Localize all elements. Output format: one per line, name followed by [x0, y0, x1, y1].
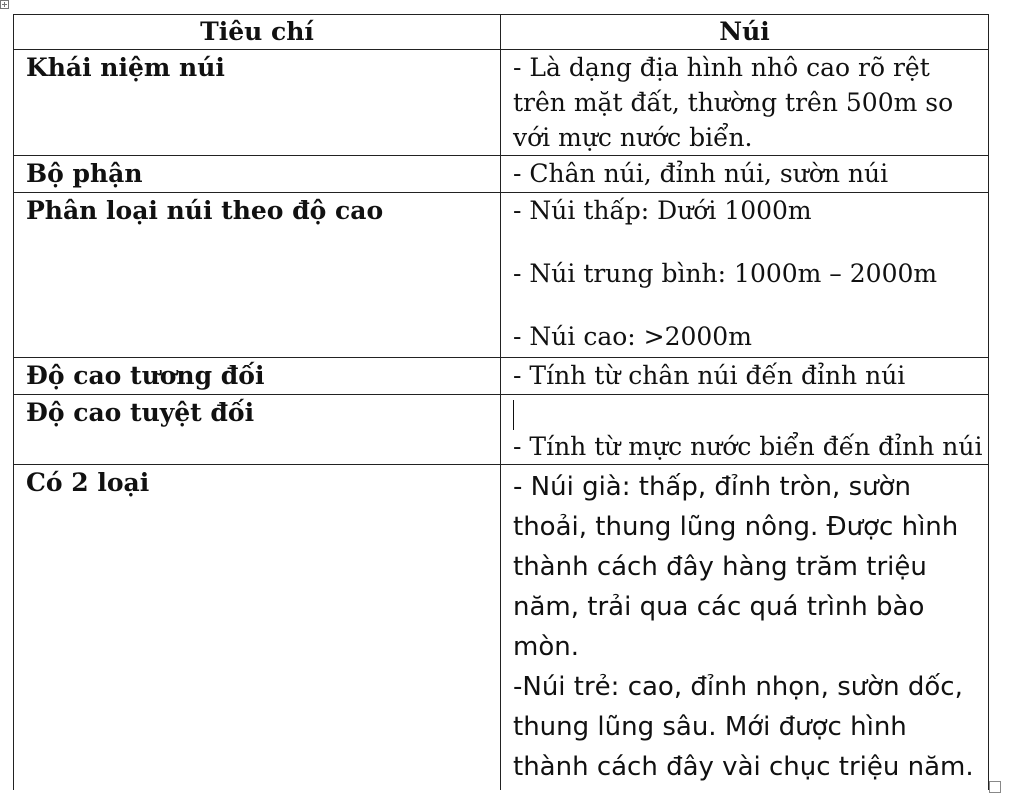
- absolute-height-line: - Tính từ mực nước biển đến đỉnh núi: [513, 432, 983, 461]
- old-mountain-text: - Núi già: thấp, đỉnh tròn, sườn thoải, thung lũng nông. Được hình thành cách đây hàng trăm triệu năm, trải qua các quá trình bào mòn.: [513, 472, 959, 662]
- table-row: [14, 358, 989, 395]
- table-row: [14, 465, 989, 790]
- table-row: [14, 395, 989, 465]
- row-label-parts: Bộ phận: [14, 156, 501, 193]
- low-mountain-line: - Núi thấp: Dưới 1000m: [513, 196, 812, 225]
- comparison-table: [13, 14, 989, 790]
- row-value-types: [501, 465, 989, 790]
- medium-mountain-line: - Núi trung bình: 1000m – 2000m: [513, 259, 938, 288]
- row-value-relative-height: - Tính từ chân núi đến đỉnh núi: [501, 358, 989, 395]
- row-value-parts: - Chân núi, đỉnh núi, sườn núi: [501, 156, 989, 193]
- header-criteria: Tiêu chí: [14, 15, 501, 50]
- high-mountain-line: - Núi cao: >2000m: [513, 322, 752, 351]
- table-row: [14, 50, 989, 156]
- table-row: [14, 156, 989, 193]
- text-cursor: [513, 400, 514, 430]
- row-value-absolute-height[interactable]: [501, 395, 989, 465]
- table-row: [14, 193, 989, 358]
- table-move-handle-icon[interactable]: [0, 0, 9, 9]
- row-label-absolute-height: Độ cao tuyệt đối: [14, 395, 501, 465]
- row-label-concept: Khái niệm núi: [14, 50, 501, 156]
- row-label-classification: Phân loại núi theo độ cao: [14, 193, 501, 358]
- row-value-classification: [501, 193, 989, 358]
- row-label-types: Có 2 loại: [14, 465, 501, 790]
- row-label-relative-height: Độ cao tương đối: [14, 358, 501, 395]
- young-mountain-text: -Núi trẻ: cao, đỉnh nhọn, sườn dốc, thung lũng sâu. Mới được hình thành cách đây vài chục triệu năm.: [513, 672, 974, 782]
- table-header-row: [14, 15, 989, 50]
- row-value-concept: - Là dạng địa hình nhô cao rõ rệt trên mặt đất, thường trên 500m so với mực nước biển.: [501, 50, 989, 156]
- header-mountain: Núi: [501, 15, 989, 50]
- table-resize-handle-icon[interactable]: [989, 781, 1001, 793]
